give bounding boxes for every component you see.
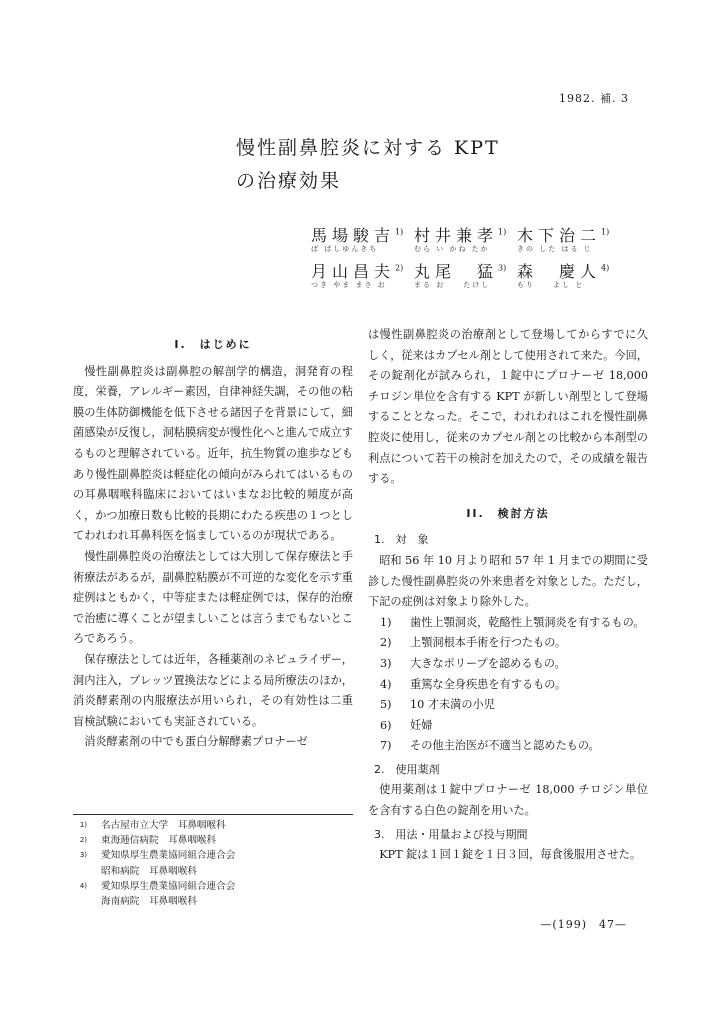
author-name: 森 慶人$^{4)}$ [517,262,610,281]
author [311,223,414,259]
article-title [236,132,500,198]
author [517,259,620,295]
footnote-mark: 4) [79,881,87,890]
footnote-mark: 2) [79,836,87,845]
body-paragraph: KPT 錠は１回１錠を１日３回，毎食後服用させた。 [379,848,642,862]
affiliation-footnotes [73,818,353,909]
author [414,259,517,295]
author-row [311,259,631,295]
subsection-heading: 1. 対 象 [374,533,429,547]
footnote-text: 海南病院 耳鼻咽喉科 [101,896,197,908]
body-paragraph: 慢性副鼻腔炎は副鼻腔の解剖学的構造，洞発育の程度，栄養，アレルギー素因，自律神経失調，その他の粘膜の生体防御機能を低下させる諸因子を背景にして，細菌感染が反復し，洞粘膜病変が慢性化へと進んで成立するものと理解されている。近年，抗生物質の進歩などもあり慢性副鼻腔炎は軽症化の傾向がみられてはいるものの耳鼻咽喉科臨床においてはいまなお比較的頻度が高く，かつ加療日数も比較的長期にわたる疾患の１つとしてわれわれ耳鼻科医を悩ましているのが現状である。 [73,364,353,543]
author [311,259,414,295]
list-item: 1) 歯性上顎洞炎，乾酪性上顎洞炎を有するもの。 [380,615,645,629]
author-reading: きの した はる じ [517,245,593,253]
journal-reference: 1982. 補. 3 [559,92,629,105]
list-item: 7) その他主治医が不適当と認めたもの。 [380,739,600,753]
author-name: 丸尾 猛$^{3)}$ [414,262,507,281]
author-reading: もり よし と [517,281,585,289]
footnote-mark: 3) [79,851,87,860]
author-name: 馬場駿吉$^{1)}$ [311,226,404,245]
left-column [73,325,353,753]
exclusion-list [368,613,648,757]
author [414,223,517,259]
footnote-text: 昭和病院 耳鼻咽喉科 [101,865,197,877]
author-reading: ば ばしゆんきち [311,245,379,253]
body-paragraph: 使用薬剤は１錠中プロナーゼ 18,000 チロジン単位を含有する白色の錠剤を用いた。 [368,783,648,818]
footnote-text: 名古屋市立大学 耳鼻咽喉科 [101,820,226,831]
footnote [73,848,353,878]
author-list [311,223,631,295]
author-row [311,223,631,259]
section-heading-methods: II. 検討方法 [466,506,550,520]
body-paragraph: 消炎酵素剤の中でも蛋白分解酵素プロナーゼ [84,735,308,749]
author-name: 月山昌夫$^{2)}$ [311,262,404,281]
footnote [73,818,353,833]
subsection-heading: 3. 用法・用量および投与期間 [374,827,528,841]
footnote-text: 東海逓信病院 耳鼻咽喉科 [101,835,217,847]
list-item: 3) 大きなポリープを認めるもの。 [380,656,566,670]
list-item: 6) 妊婦 [380,718,433,732]
footnote-text: 愛知県厚生農業協同組合連合会 [101,880,236,892]
page-number: —(199) 47— [540,918,627,931]
author-reading: まる お たけし [414,281,491,289]
title-line-1: 慢性副鼻腔炎に対する KPT [236,137,500,159]
body-paragraph: 昭和 56 年 10 月より昭和 57 年 1 月までの期間に受診した慢性副鼻腔炎の外来患者を対象とした。ただし，下記の症例は対象より除外した。 [368,553,648,609]
title-line-2: の治療効果 [236,170,342,192]
footnote [73,833,353,848]
footnote-text: 愛知県厚生農業協同組合連合会 [101,850,236,862]
list-item: 5) 10 才未満の小児 [380,698,495,712]
body-paragraph: 保存療法としては近年，各種薬剤のネビュライザー，洞内注入，プレッツ置換法などによる局所療法のほか，消炎酵素剤の内服療法が用いられ，その有効性は二重盲検試験においても実証されている。 [73,652,353,728]
author-reading: むら い かね たか [414,245,490,253]
section-heading-introduction: I. はじめに [174,338,252,351]
author-name: 村井兼孝$^{1)}$ [414,226,507,245]
right-column [368,325,648,866]
footnote [73,879,353,909]
footnote-divider [73,814,353,815]
subsection-heading: 2. 使用薬剤 [374,762,440,776]
author-name: 木下治二$^{1)}$ [517,226,610,245]
author [517,223,620,259]
footnote-mark: 1) [79,821,87,829]
body-paragraph: 慢性副鼻腔炎の治療法としては大別して保存療法と手術療法があるが，副鼻腔粘膜が不可逆的な変化を示す重症例はともかく，中等症または軽症例では，保存的治療で治癒に導くことが望ましいことは言うまでもないところであろう。 [73,549,353,646]
body-paragraph: は慢性副鼻腔炎の治療剤として登場してからすでに久しく，従来はカプセル剤として使用されて来た。今回，その錠剤化が試みられ，１錠中にプロナーゼ 18,000 チロジン単位を含有する KPT が新しい剤型として登場することとなった。そこで，われわれはこれを慢性副鼻腔炎に使用し，従来のカプセル剤との比較から本剤型の利点について若干の検討を加えたので，その成績を報告する。 [368,328,648,486]
list-item: 2) 上顎洞根本手術を行つたもの。 [380,636,567,650]
list-item: 4) 重篤な全身疾患を有するもの。 [380,677,567,691]
author-reading: つき やま まさ お [311,281,387,289]
